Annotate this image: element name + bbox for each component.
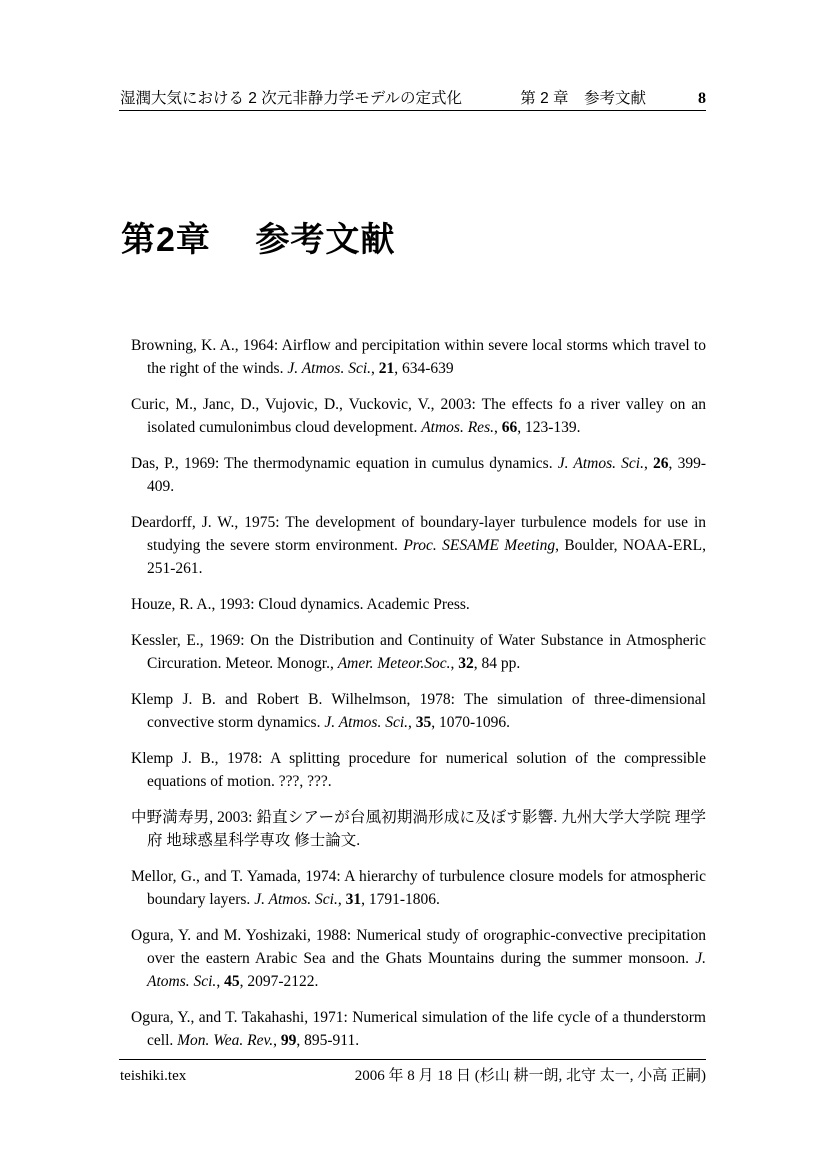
reference-segment-normal: ,	[371, 360, 379, 377]
reference-segment-normal: , 895-911.	[296, 1032, 360, 1049]
reference-segment-bold: 21	[378, 360, 395, 377]
reference-segment-bold: 32	[458, 655, 474, 672]
reference-segment-normal: ,	[273, 1032, 281, 1049]
footer-date: 2006 年 8 月 18 日 (杉山 耕一朗, 北守 太一, 小高 正嗣)	[354, 1068, 706, 1084]
reference-segment-normal: Curic, M., Janc, D., Vujovic, D., Vuckovic, V., 2003: The effects fo a river valley on an isolated cumulonimbus cloud development.	[131, 396, 706, 436]
reference-segment-italic: Proc. SESAME Meeting	[403, 537, 556, 554]
reference-segment-normal: Klemp J. B., 1978: A splitting procedure for numerical solution of the compressible equations of motion. ???, ???.	[131, 750, 706, 790]
reference-segment-normal: ,	[408, 714, 416, 731]
header-chapter-title: 第 2 章 参考文献	[520, 90, 646, 107]
reference-segment-normal: ,	[337, 891, 346, 908]
reference-segment-italic: J. Atmos. Sci.	[287, 360, 372, 377]
reference-segment-normal: Ogura, Y. and M. Yoshizaki, 1988: Numerical study of orographic-convective precipitation over the eastern Arabic Sea and the Ghats Mountains during the summer monsoon.	[131, 927, 706, 967]
reference-segment-italic: J. Atoms. Sci.	[147, 950, 706, 990]
reference-entry	[131, 629, 706, 675]
reference-entry	[131, 334, 706, 380]
reference-entry	[131, 924, 706, 993]
footer-filename: teishiki.tex	[120, 1068, 187, 1084]
reference-segment-bold: 35	[415, 714, 432, 731]
reference-segment-normal: ,	[493, 419, 502, 436]
chapter-number: 第2章	[121, 221, 211, 259]
page-footer	[120, 1064, 706, 1085]
reference-entry	[131, 747, 706, 793]
reference-segment-normal: Browning, K. A., 1964: Airflow and percipitation within severe local storms which travel to the right of the winds.	[131, 337, 706, 377]
reference-segment-normal: Kessler, E., 1969: On the Distribution and Continuity of Water Substance in Atmospheric Circuration. Meteor. Monogr.,	[131, 632, 706, 672]
reference-segment-normal: , 123-139.	[517, 419, 581, 436]
reference-entry	[131, 593, 706, 616]
reference-segment-normal: , 1791-1806.	[361, 891, 440, 908]
header-rule	[119, 110, 706, 111]
references-list	[131, 334, 706, 1065]
reference-entry	[131, 1006, 706, 1052]
reference-segment-italic: Mon. Wea. Rev.	[177, 1032, 274, 1049]
header-page-number: 8	[698, 90, 706, 107]
reference-entry	[131, 393, 706, 439]
chapter-title	[121, 212, 395, 261]
reference-segment-bold: 26	[653, 455, 669, 472]
reference-segment-normal: 中野満寿男, 2003: 鉛直シアーが台風初期渦形成に及ぼす影響. 九州大学大学院 理学府 地球惑星科学専攻 修士論文.	[131, 809, 706, 849]
reference-segment-normal: Ogura, Y., and T. Takahashi, 1971: Numerical simulation of the life cycle of a thunderstorm cell.	[131, 1009, 706, 1049]
reference-segment-normal: ,	[450, 655, 459, 672]
page-header	[120, 86, 706, 108]
reference-segment-italic: J. Atmos. Sci.	[324, 714, 409, 731]
reference-segment-normal: ,	[644, 455, 654, 472]
reference-segment-italic: Amer. Meteor.Soc.	[337, 655, 451, 672]
reference-segment-bold: 31	[345, 891, 362, 908]
reference-entry	[131, 688, 706, 734]
reference-segment-bold: 99	[280, 1032, 297, 1049]
chapter-name: 参考文献	[255, 221, 396, 259]
reference-entry	[131, 865, 706, 911]
reference-segment-normal: , 399-409.	[147, 455, 706, 495]
reference-segment-italic: J. Atmos. Sci.	[254, 891, 338, 908]
reference-segment-normal: Klemp J. B. and Robert B. Wilhelmson, 1978: The simulation of three-dimensional convective storm dynamics.	[131, 691, 706, 731]
reference-entry	[131, 806, 706, 852]
footer-rule	[119, 1059, 706, 1060]
reference-entry	[131, 511, 706, 580]
reference-entry	[131, 452, 706, 498]
reference-segment-italic: Atmos. Res.	[421, 419, 494, 436]
reference-segment-normal: , 2097-2122.	[239, 973, 319, 990]
reference-segment-bold: 66	[501, 419, 518, 436]
reference-segment-normal: , 634-639	[394, 360, 454, 377]
reference-segment-normal: , Boulder, NOAA-ERL, 251-261.	[147, 537, 706, 577]
reference-segment-normal: Deardorff, J. W., 1975: The development of boundary-layer turbulence models for use in studying the severe storm environment.	[131, 514, 706, 554]
header-document-title: 湿潤大気における 2 次元非静力学モデルの定式化	[120, 90, 462, 107]
reference-segment-normal: Das, P., 1969: The thermodynamic equation in cumulus dynamics.	[131, 455, 558, 472]
reference-segment-normal: Mellor, G., and T. Yamada, 1974: A hierarchy of turbulence closure models for atmospheric boundary layers.	[131, 868, 706, 908]
reference-segment-normal: , 1070-1096.	[431, 714, 511, 731]
reference-segment-bold: 45	[224, 973, 240, 990]
reference-segment-normal: , 84 pp.	[473, 655, 521, 672]
reference-segment-normal: ,	[216, 973, 225, 990]
reference-segment-italic: J. Atmos. Sci.	[557, 455, 644, 472]
reference-segment-normal: Houze, R. A., 1993: Cloud dynamics. Academic Press.	[131, 596, 470, 613]
